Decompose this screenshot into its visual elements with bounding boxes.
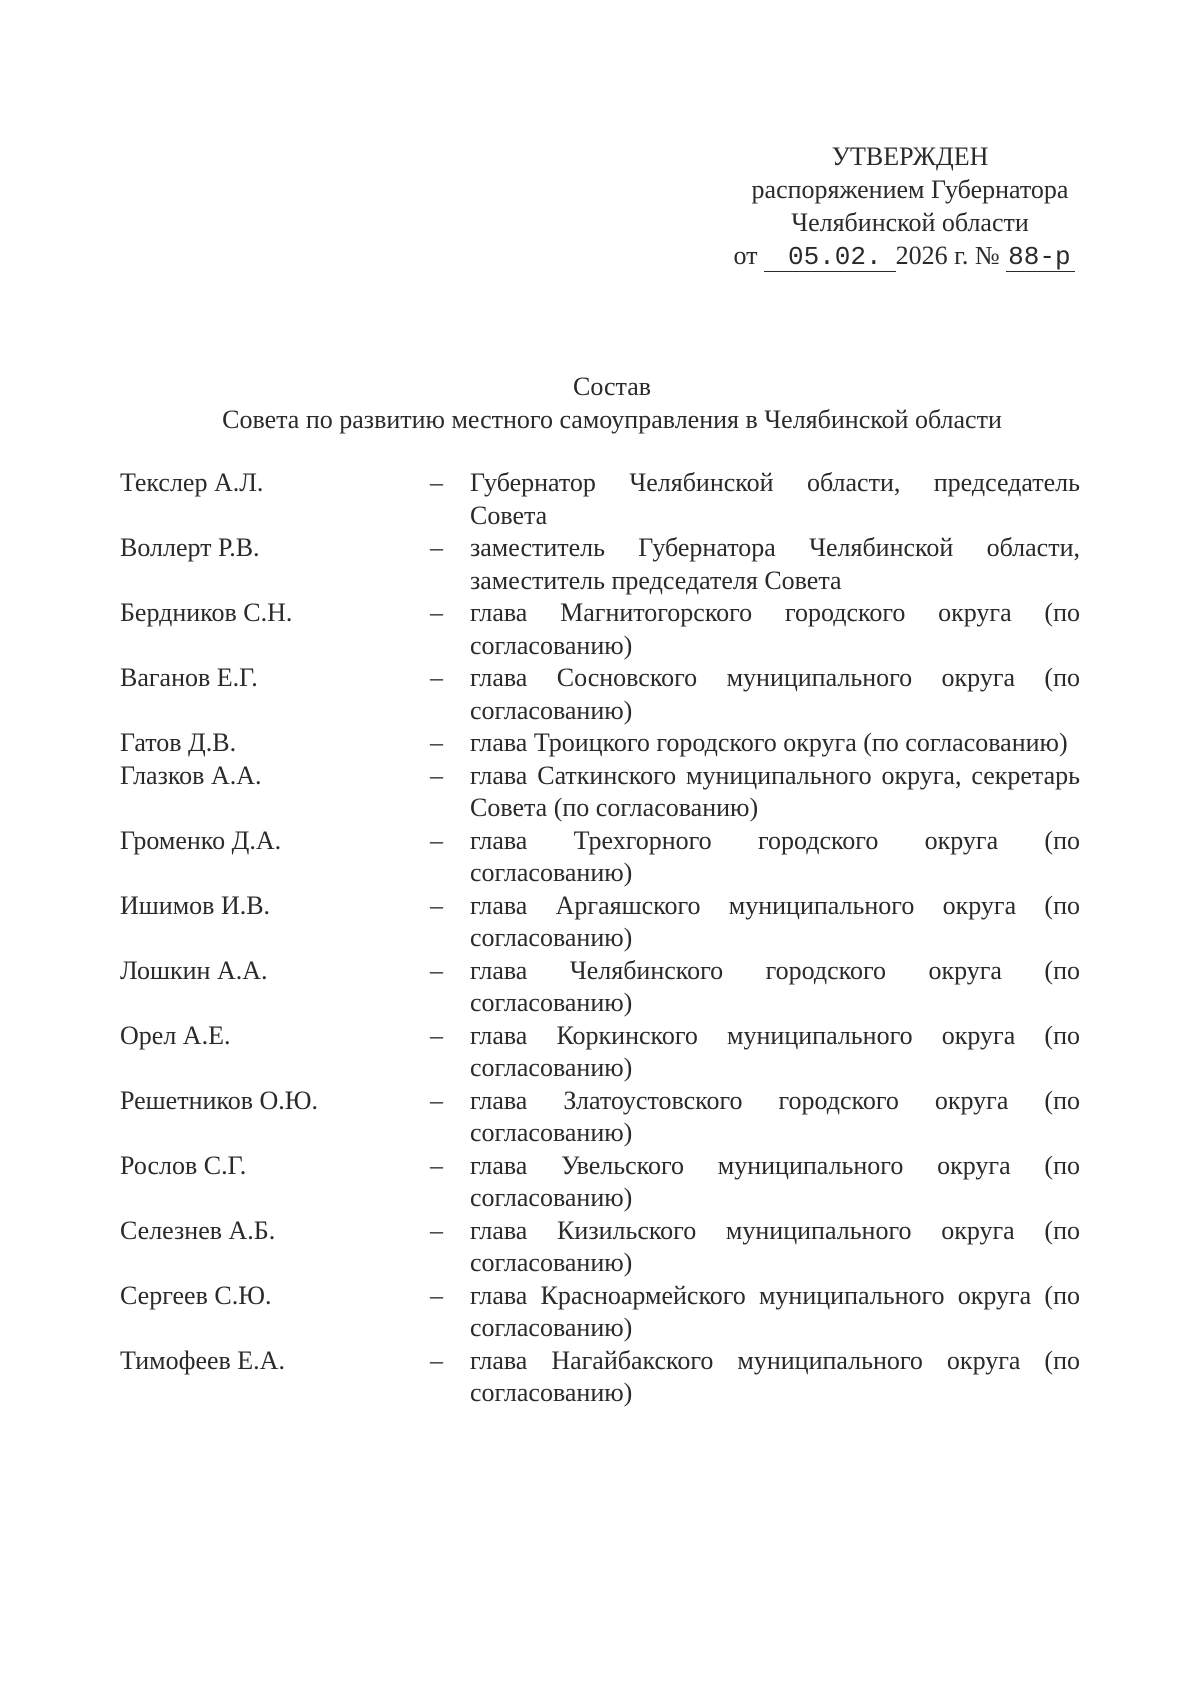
member-dash: –: [430, 1085, 443, 1115]
member-dash: –: [430, 1345, 443, 1375]
member-name: Тимофеев Е.А.: [120, 1345, 285, 1375]
member-role: Губернатор Челябинской области, председатель Совета: [470, 468, 1080, 530]
member-dash: –: [430, 468, 443, 497]
member-row: [120, 1020, 1080, 1085]
member-role: глава Троицкого городского округа (по согласованию): [470, 728, 1068, 757]
member-row: [120, 890, 1080, 955]
member-role: заместитель Губернатора Челябинской области, заместитель председателя Совета: [470, 533, 1080, 595]
member-role: глава Златоустовского городского округа (по согласованию): [470, 1085, 1080, 1147]
member-row: [120, 1280, 1080, 1345]
member-row: [120, 1345, 1080, 1410]
title-line-2: Совета по развитию местного самоуправления в Челябинской области: [222, 405, 1002, 434]
member-dash: –: [430, 825, 443, 855]
member-row: [120, 955, 1080, 1020]
member-row: [120, 1150, 1080, 1215]
member-name: Воллерт Р.В.: [120, 533, 260, 562]
member-name: Гатов Д.В.: [120, 728, 237, 757]
approval-date-row: [720, 239, 1100, 272]
member-dash: –: [430, 663, 443, 692]
member-name: Селезнев А.Б.: [120, 1215, 276, 1245]
title-line-1: Состав: [572, 372, 652, 401]
member-role: глава Челябинского городского округа (по согласованию): [470, 955, 1080, 1017]
member-role: глава Магнитогорского городского округа (по согласованию): [470, 598, 1080, 660]
member-row: [120, 1215, 1080, 1280]
member-name: Решетников О.Ю.: [120, 1085, 318, 1115]
member-name: Ишимов И.В.: [120, 890, 271, 920]
document-title: [0, 370, 1200, 436]
member-role: глава Красноармейского муниципального округа (по согласованию): [470, 1280, 1080, 1342]
member-row: [120, 532, 1080, 597]
order-number: 88-р: [1006, 243, 1074, 272]
member-dash: –: [430, 728, 443, 757]
approval-line-2: Челябинской области: [791, 208, 1029, 237]
member-role: глава Увельского муниципального округа (по согласованию): [470, 1150, 1080, 1212]
member-dash: –: [430, 890, 443, 920]
member-name: Ваганов Е.Г.: [120, 663, 258, 692]
member-row: [120, 597, 1080, 662]
member-role: глава Саткинского муниципального округа, секретарь Совета (по согласованию): [470, 760, 1080, 822]
member-name: Сергеев С.Ю.: [120, 1280, 272, 1310]
member-role: глава Аргаяшского муниципального округа (по согласованию): [470, 890, 1080, 952]
member-dash: –: [430, 1280, 443, 1310]
member-role: глава Коркинского муниципального округа (по согласованию): [470, 1020, 1080, 1082]
approval-line-1: распоряжением Губернатора: [751, 175, 1069, 204]
member-dash: –: [430, 955, 443, 985]
member-name: Бердников С.Н.: [120, 598, 293, 627]
member-role: глава Кизильского муниципального округа (по согласованию): [470, 1215, 1080, 1277]
member-dash: –: [430, 533, 443, 562]
member-dash: –: [430, 598, 443, 627]
date-prefix: от: [733, 241, 758, 270]
member-dash: –: [430, 1150, 443, 1180]
member-row: [120, 662, 1080, 727]
member-row: [120, 760, 1080, 825]
members-list: [120, 467, 1080, 1410]
approval-stamp: [720, 140, 1100, 272]
member-name: Рослов С.Г.: [120, 1150, 247, 1180]
member-row: [120, 467, 1080, 532]
member-row: [120, 1085, 1080, 1150]
member-name: Орел А.Е.: [120, 1020, 231, 1050]
member-dash: –: [430, 1215, 443, 1245]
member-row: [120, 727, 1080, 760]
date-value: 05.02.: [764, 243, 896, 272]
member-role: глава Трехгорного городского округа (по согласованию): [470, 825, 1080, 887]
member-dash: –: [430, 760, 443, 790]
approval-heading: УТВЕРЖДЕН: [831, 142, 989, 171]
year-text: 2026 г. №: [895, 241, 1000, 270]
member-name: Лошкин А.А.: [120, 955, 268, 985]
member-role: глава Сосновского муниципального округа (по согласованию): [470, 663, 1080, 725]
member-name: Текслер А.Л.: [120, 468, 264, 497]
member-name: Глазков А.А.: [120, 760, 262, 790]
member-role: глава Нагайбакского муниципального округа (по согласованию): [470, 1345, 1080, 1407]
member-name: Громенко Д.А.: [120, 825, 282, 855]
member-row: [120, 825, 1080, 890]
member-dash: –: [430, 1020, 443, 1050]
